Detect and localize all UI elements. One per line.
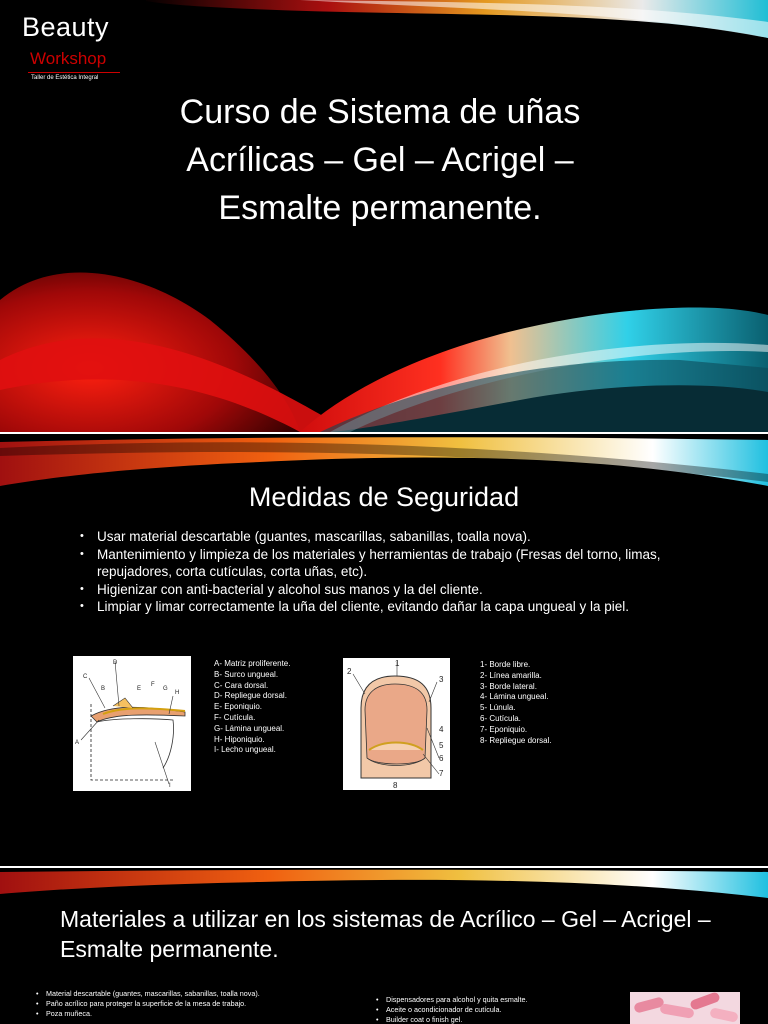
logo-tagline: Taller de Estética Integral (31, 75, 99, 81)
list-item: 2- Línea amarilla. (480, 670, 542, 680)
list-item: • Usar material descartable (guantes, mascarillas, sabanillas, toalla nova). (74, 528, 724, 546)
title-line-2: Acrílicas – Gel – Acrigel – (186, 141, 574, 179)
slide-safety (0, 434, 768, 866)
nail-tips-image (630, 992, 740, 1024)
list-item: • Higienizar con anti-bacterial y alcohol sus manos y la del cliente. (74, 581, 724, 599)
logo-workshop-text: Workshop (30, 49, 107, 68)
logo-beauty-text: Beauty (22, 12, 110, 42)
list-item: F- Cutícula. (214, 712, 256, 722)
brand-logo (0, 0, 146, 88)
list-item: I- Lecho ungueal. (214, 745, 276, 755)
list-item: • Dispensadores para alcohol y quita esmalte. (376, 995, 596, 1005)
diagram-label: I (169, 783, 171, 789)
list-item: B- Surco ungueal. (214, 669, 279, 679)
nail-top-view-illustration (343, 658, 450, 790)
diagram-label: C (83, 674, 88, 680)
product-photo (630, 992, 740, 1024)
list-item: 7- Eponiquio. (480, 724, 528, 734)
list-item: A- Matriz proliferente. (214, 659, 291, 668)
nail-top-view-diagram (343, 658, 450, 790)
decorative-swoosh (0, 868, 768, 908)
diagram-label: 5 (439, 741, 444, 750)
list-item: • Aceite o acondicionador de cutícula. (376, 1005, 596, 1015)
list-item: 1- Borde libre. (480, 660, 531, 669)
list-item: G- Lámina ungueal. (214, 723, 285, 733)
logo-divider (28, 72, 120, 73)
nail-cross-section-diagram (73, 656, 191, 791)
diagram-label: 7 (439, 769, 444, 778)
title-line-3: Esmalte permanente. (218, 189, 542, 227)
list-item: • Poza muñeca. (36, 1009, 356, 1019)
diagram-label: A (75, 740, 80, 746)
list-item: H- Hiponiquio. (214, 734, 265, 744)
list-item: C- Cara dorsal. (214, 680, 269, 690)
diagram-label: D (113, 660, 118, 666)
safety-bullet-list (74, 528, 724, 616)
diagram-label: 1 (395, 659, 400, 668)
list-item: 3- Borde lateral. (480, 681, 537, 691)
list-item: • Builder coat o finish gel. (376, 1015, 596, 1024)
list-item: • Mantenimiento y limpieza de los materiales y herramientas de trabajo (Fresas del torno, limas, repujadores, corta cutículas, corta uñas, etc). (74, 546, 724, 581)
list-item: 5- Lúnula. (480, 703, 516, 713)
diagram-label: 6 (439, 754, 444, 763)
list-item: • Paño acrílico para proteger la superficie de la mesa de trabajo. (36, 999, 356, 1009)
list-item: E- Eponiquio. (214, 702, 263, 712)
diagram-label: 4 (439, 725, 444, 734)
list-item: 6- Cutícula. (480, 713, 521, 723)
section-title: Medidas de Seguridad (248, 482, 520, 512)
diagram-label: H (175, 690, 180, 696)
nail-cross-section-legend (214, 659, 290, 756)
nail-side-view-illustration (73, 656, 191, 791)
diagram-label: 2 (347, 667, 352, 676)
list-item: • Limpiar y limar correctamente la uña del cliente, evitando dañar la capa ungueal y la piel. (74, 598, 724, 616)
diagram-label: F (151, 682, 155, 688)
nail-top-view-legend (480, 660, 552, 746)
diagram-label: E (137, 686, 142, 692)
slide-title-heading (100, 88, 660, 232)
list-item: • Material descartable (guantes, mascarillas, sabanillas, toalla nova). (36, 989, 356, 999)
list-item: 8- Repliegue dorsal. (480, 735, 552, 745)
diagram-label: 3 (439, 675, 444, 684)
materials-list-left (36, 989, 356, 1019)
diagram-label: B (101, 686, 106, 692)
materials-list-right (376, 995, 596, 1024)
slide-materials (0, 868, 768, 1024)
list-item: 4- Lámina ungueal. (480, 692, 549, 702)
list-item: D- Repliegue dorsal. (214, 691, 287, 701)
title-line-1: Curso de Sistema de uñas (179, 93, 581, 131)
diagram-label: G (163, 686, 168, 692)
section-title: Materiales a utilizar en los sistemas de Acrílico – Gel – Acrigel – Esmalte permanente. (60, 906, 711, 962)
slide-title (0, 0, 768, 432)
diagram-label: 8 (393, 781, 398, 790)
